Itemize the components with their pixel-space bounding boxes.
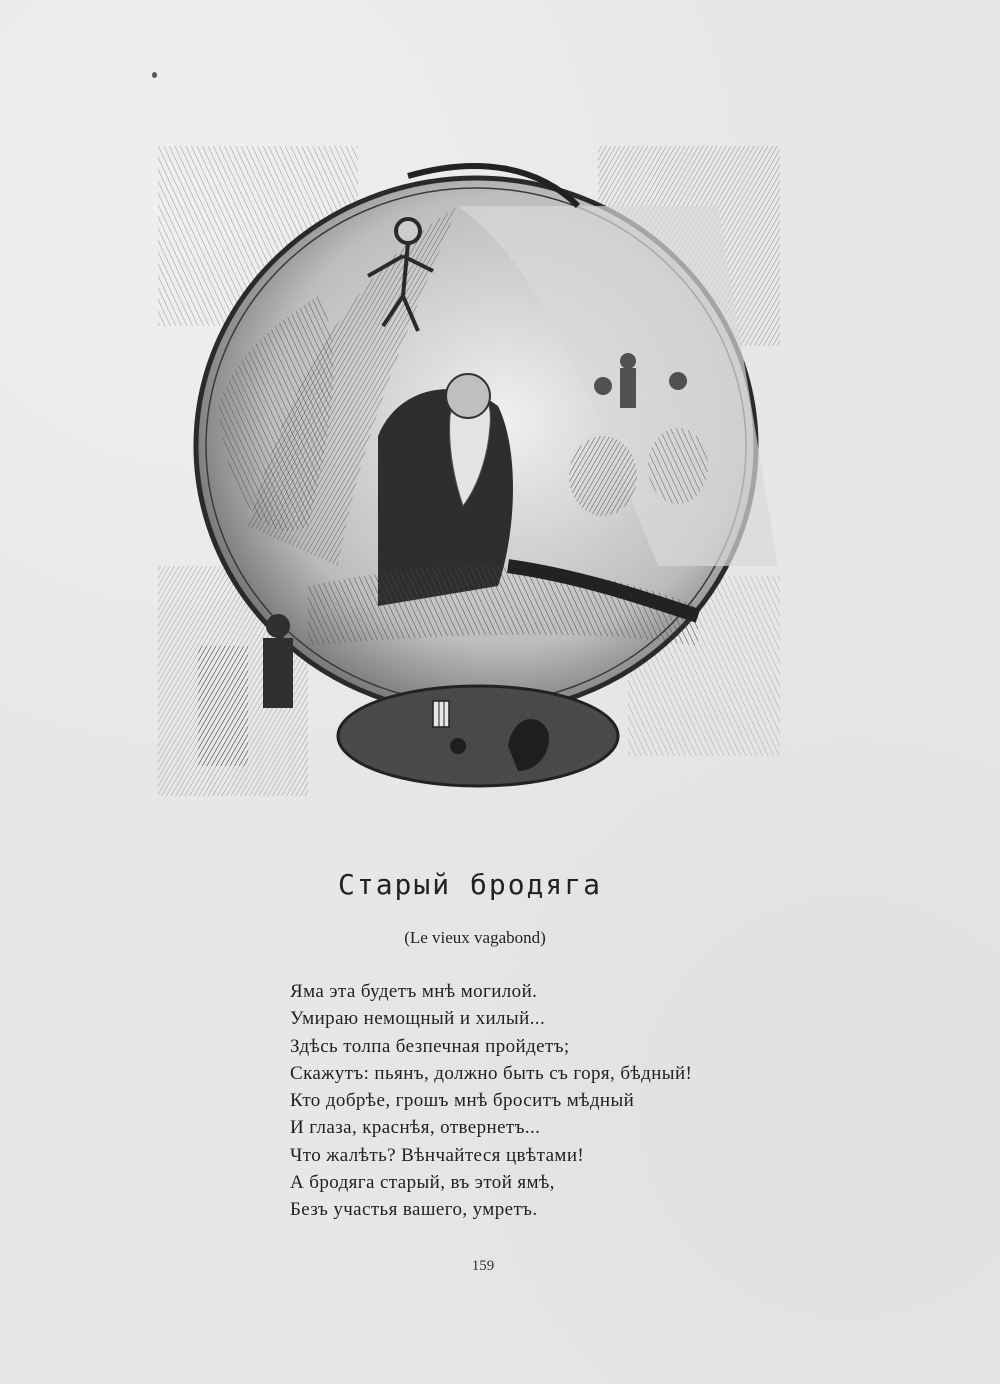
poem-line: Умираю немощный и хилый... (290, 1008, 546, 1030)
poem-line: Здѣсь толпа безпечная пройдетъ; (290, 1035, 570, 1057)
barred-window (433, 701, 449, 727)
poem-title: Старый бродяга (337, 868, 602, 901)
vagabond-illustration (158, 146, 780, 796)
page-number: 159 (471, 1258, 495, 1274)
poem-body (290, 978, 850, 1224)
engraving-svg (158, 146, 780, 796)
poem-line: Скажутъ: пьянъ, должно быть съ горя, бѣдный! (290, 1062, 693, 1084)
poem-subtitle: (Le vieux vagabond) (404, 928, 546, 947)
poem-line: А бродяга старый, въ этой ямѣ, (290, 1172, 555, 1194)
poem-line: Что жалѣть? Вѣнчайтеся цвѣтами! (290, 1144, 585, 1166)
poem-line: Безъ участья вашего, умретъ. (290, 1199, 538, 1221)
poem-line: Яма эта будетъ мнѣ могилой. (290, 981, 538, 1002)
ink-speck (152, 72, 157, 78)
poem-line: И глаза, краснѣя, отвернетъ... (290, 1117, 541, 1139)
poem-line: Кто добрѣе, грошъ мнѣ броситъ мѣдный (290, 1090, 635, 1112)
